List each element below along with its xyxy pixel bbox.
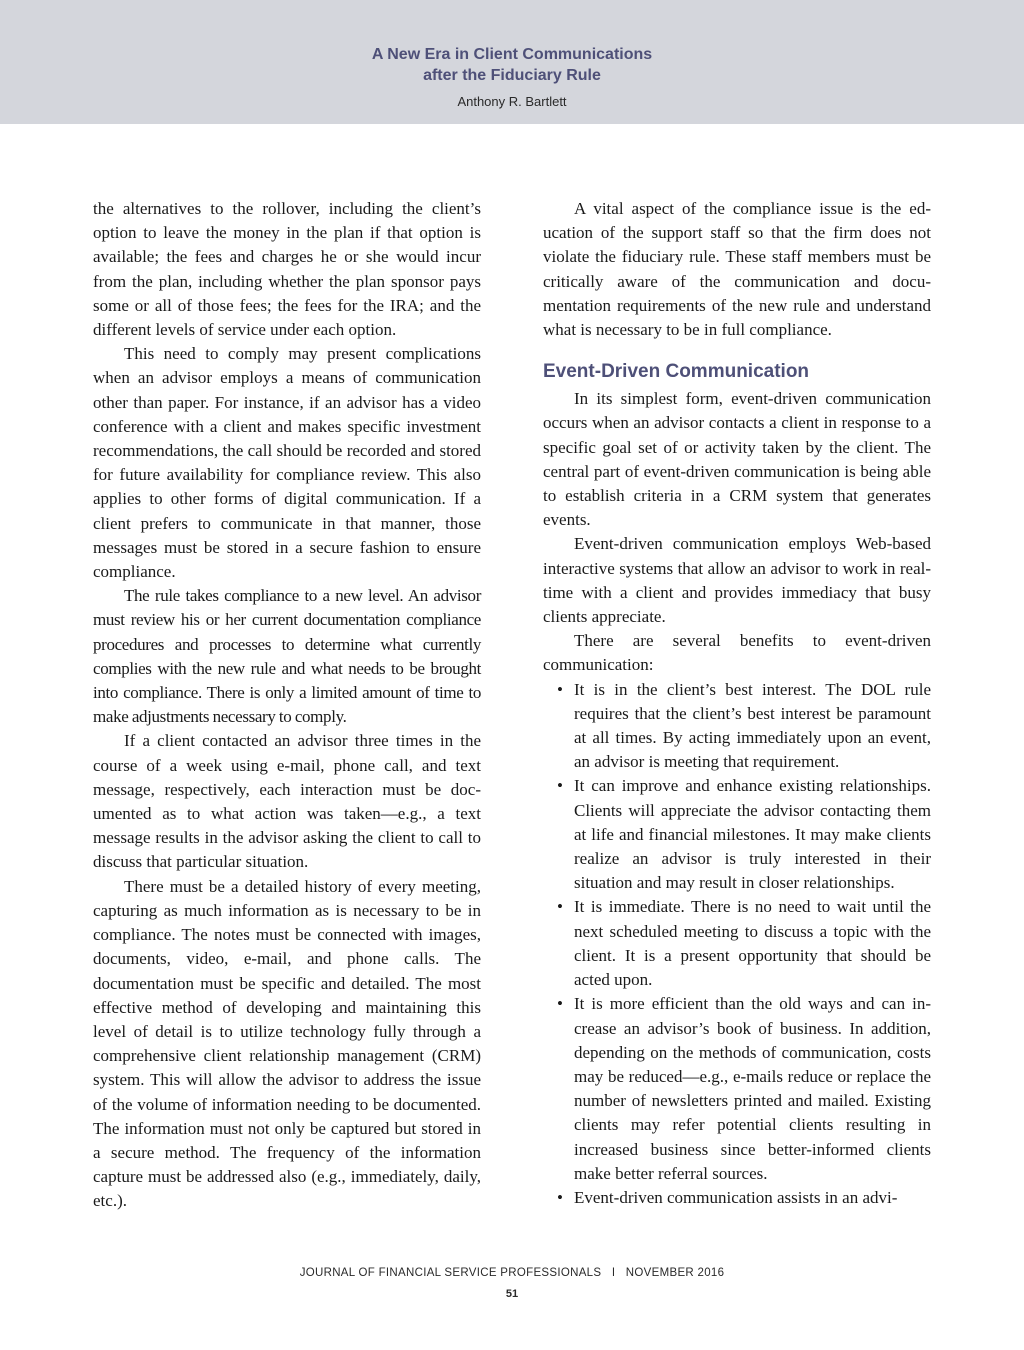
list-item — [543, 992, 931, 1186]
bullet-icon: • — [557, 994, 563, 1014]
list-item — [543, 895, 931, 992]
benefits-list — [543, 678, 931, 1210]
list-item-text: It is immediate. There is no need to wait until the next scheduled meeting to discuss a topic with the client. It is a present opportunity that should be acted upon. — [574, 897, 931, 990]
left-column — [93, 197, 481, 1214]
list-item-text: It can improve and enhance existing relationships. Clients will appreciate the advisor contacting them at life and financial milestones. It may make clients realize an advisor is truly interested in their situation and may result in closer relationships. — [574, 776, 931, 893]
page-number: 51 — [505, 1288, 519, 1300]
article-title-line-2: after the Fiduciary Rule — [423, 67, 601, 84]
author-name: Anthony R. Bartlett — [457, 94, 567, 109]
bullet-icon: • — [557, 1187, 563, 1207]
paragraph: If a client contacted an advisor three times in the course of a week using e-mail, phone call, and text message, respectively, each interaction must be documented as to what action was taken—e.g., a text message results in the advisor asking the client to call to discuss that particular situation. — [93, 731, 481, 872]
paragraph: The rule takes compliance to a new level. An advisor must review his or her current documentation compliance procedures and processes to determine what currently complies with the new rule and what needs to be brought into compliance. There is only a limited amount of time to make adjustments necessary to comply. — [93, 586, 481, 727]
list-item-text: It is in the client’s best interest. The DOL rule requires that the client’s best interest be paramount at all times. By acting immediately upon an event, an advisor is meeting that requirement. — [574, 679, 931, 772]
right-column — [543, 197, 931, 1210]
bullet-icon: • — [557, 679, 563, 699]
list-item — [543, 1186, 931, 1210]
list-item-text: Event-driven communication assists in an advi- — [574, 1187, 898, 1207]
paragraph: This need to comply may present complications when an advisor employs a means of communication other than paper. For instance, if an advisor has a video conference with a client and makes specific investment recommendations, the call should be recorded and stored for future availability for compliance review. This also applies to other forms of digital communication. If a client prefers to communicate in that manner, those messages must be stored in a secure fashion to ensure compliance. — [93, 344, 481, 582]
paragraph: A vital aspect of the compliance issue is the education of the support staff so that the firm does not violate the fiduciary rule. These staff members must be critically aware of the communication and documentation requirements of the new rule and understand what is necessary to be in full compliance. — [543, 199, 931, 340]
list-item-text: It is more efficient than the old ways and can increase an advisor’s book of business. In addition, depending on the methods of communication, costs may be reduced—e.g., e-mails reduce or replace the number of newsletters printed and mailed. Existing clients may refer potential clients resulting in increased business since better-informed clients make better referral sources. — [574, 994, 931, 1183]
bullet-icon: • — [557, 897, 563, 917]
paragraph: In its simplest form, event-driven communication occurs when an advisor contacts a client in response to a specific goal set of or activity taken by the client. The central part of event-driven communication is being able to establish criteria in a CRM system that generates events. — [543, 389, 931, 530]
paragraph: There are several benefits to event-driven communication: — [543, 631, 931, 675]
bullet-icon: • — [557, 776, 563, 796]
running-header — [0, 0, 1024, 124]
journal-footer: JOURNAL OF FINANCIAL SERVICE PROFESSIONALS I NOVEMBER 2016 — [299, 1267, 725, 1279]
list-item — [543, 678, 931, 775]
paragraph: the alternatives to the rollover, including the client’s option to leave the money in the plan if that option is available; the fees and charges he or she would incur from the plan, including whether the plan sponsor pays some or all of those fees; the fees for the IRA; and the different levels of service under each option. — [93, 199, 481, 340]
article-title-line-1: A New Era in Client Communications — [371, 46, 653, 63]
paragraph: There must be a detailed history of every meeting, capturing as much information as is necessary to be in compliance. The notes must be connected with images, documents, video, e-mail, and phone calls. The documentation must be specific and detailed. The most effective method of developing and maintaining this level of detail is to utilize technology fully through a comprehensive client relationship management (CRM) system. This will allow the advisor to address the issue of the volume of information needing to be documented. The information must not only be captured but stored in a secure method. The frequency of the information capture must be addressed also (e.g., immediately, daily, etc.). — [93, 876, 481, 1211]
list-item — [543, 774, 931, 895]
section-heading: Event-Driven Communication — [543, 361, 810, 383]
paragraph: Event-driven communication employs Web-based interactive systems that allow an advisor to work in real-time with a client and provides immediacy that busy clients appreciate. — [543, 534, 931, 627]
